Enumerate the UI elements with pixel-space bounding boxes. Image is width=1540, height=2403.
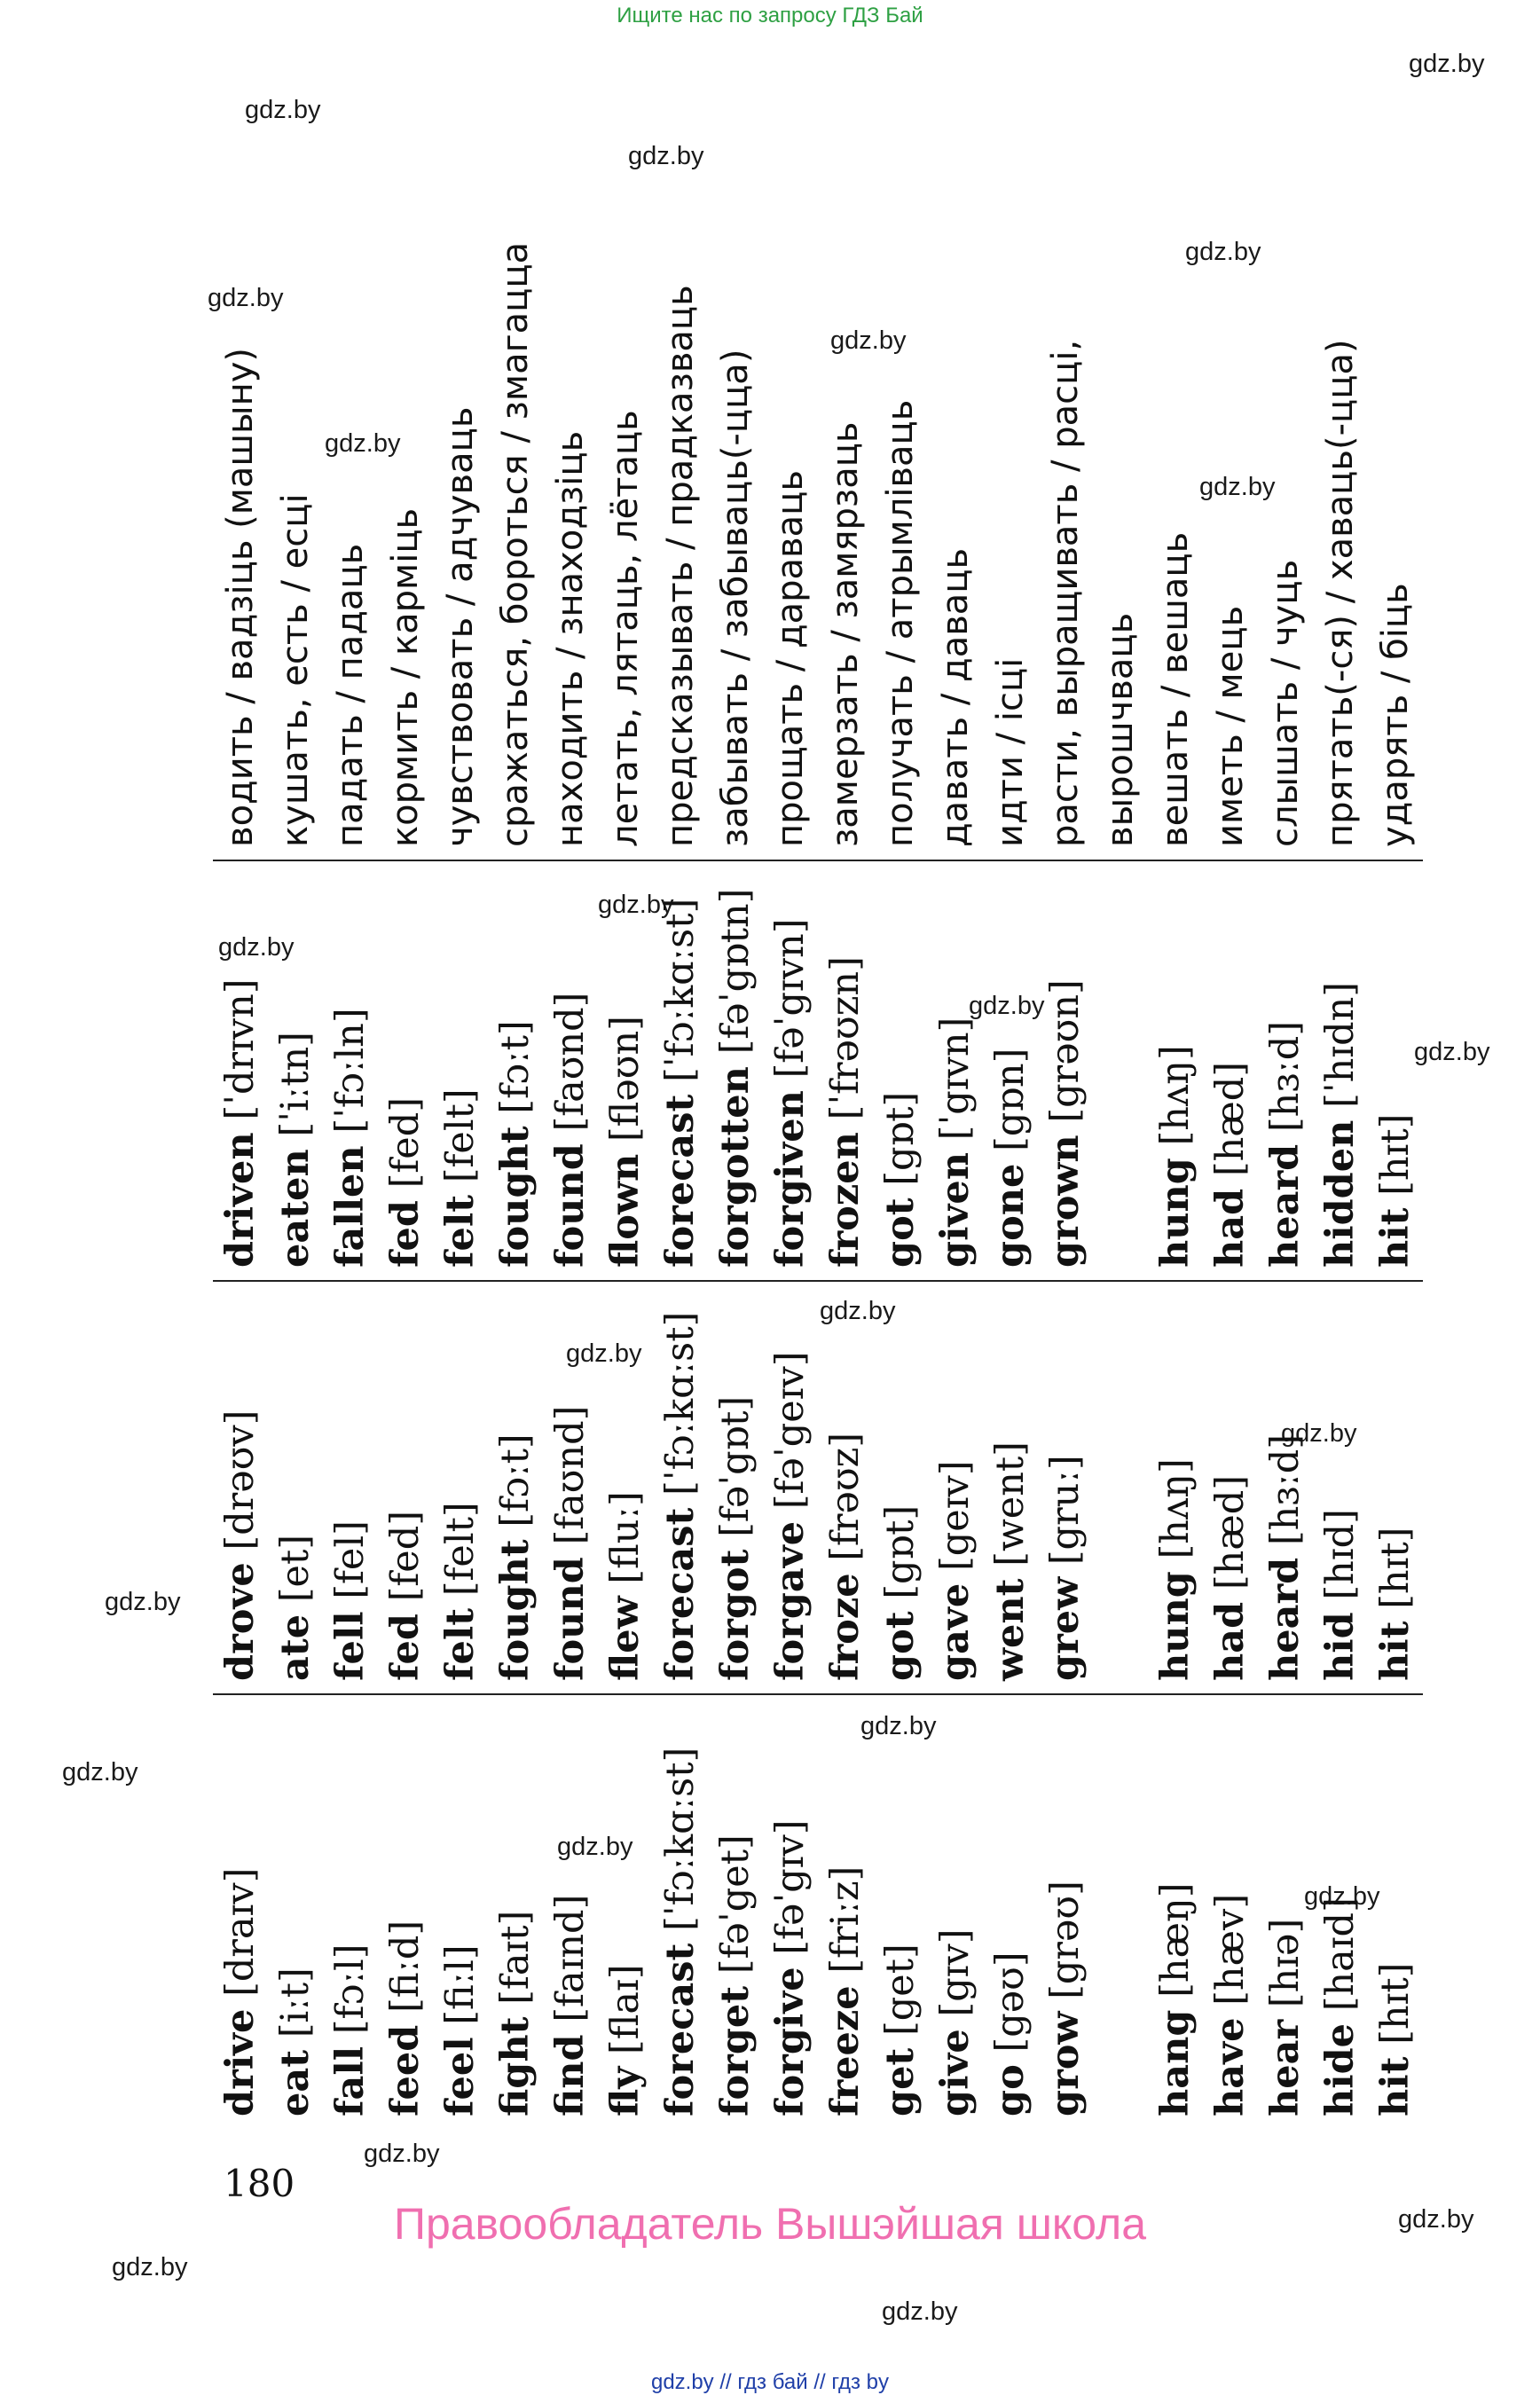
translation-cell: ударять / біць [1368,167,1423,860]
base-form-cell [818,1694,873,2129]
verb-word: eat [273,2049,318,2116]
transcription: [fɔːt] [493,1433,538,1527]
transcription: [hɜːd] [1263,1020,1308,1133]
translation-cell: получать / атрымліваць [873,167,928,860]
past-participle-cell [818,860,873,1281]
verb-word: forecast [658,1507,703,1681]
watermark: gdz.by [105,1588,181,1616]
transcription: [fluː] [603,1491,648,1584]
translation-cell: водить / вадзіць (машыну) [213,167,268,860]
transcription: [hɪd] [1318,1509,1363,1600]
watermark: gdz.by [1199,473,1276,501]
transcription: [frəʊz] [823,1432,868,1561]
transcription: [gɒn] [988,1048,1033,1151]
base-form-cell [433,1694,488,2129]
translation-cell: забывать / забываць(-цца) [708,167,763,860]
verb-row [1038,167,1148,2129]
verb-word: hung [1153,1571,1198,1681]
transcription: [hʌŋ] [1153,1458,1198,1559]
past-participle-cell [378,860,433,1281]
top-banner: Ищите нас по запросу ГДЗ Бай [617,4,923,27]
verb-word: hide [1318,2022,1363,2116]
base-form-cell [1148,1694,1203,2129]
verb-word: hit [1373,1207,1418,1268]
verb-row [708,167,763,2129]
transcription: [et] [273,1534,318,1603]
transcription: [hɪt] [1373,1962,1418,2045]
translation-cell: прощать / дараваць [763,167,818,860]
transcription: [faɪt] [493,1910,538,2005]
verb-row [323,167,378,2129]
transcription: [fəˈgɒt] [713,1395,758,1537]
base-form-cell [1038,1694,1148,2129]
transcription: [flaɪ] [603,1964,648,2055]
base-form-cell [268,1694,323,2129]
verb-word: fed [383,1614,428,1681]
transcription: [hæv] [1208,1893,1253,2006]
base-form-cell [763,1694,818,2129]
transcription: [ˈfɔːkɑːst] [658,898,703,1083]
past-participle-cell [708,860,763,1281]
transcription: [ˈfɔːkɑːst] [658,1747,703,1932]
base-form-cell [323,1694,378,2129]
past-participle-cell [1038,860,1148,1281]
verb-word: gone [988,1163,1033,1268]
past-participle-cell [928,860,983,1281]
verb-row [928,167,983,2129]
transcription: [hæd] [1208,1061,1253,1177]
transcription: [gəʊ] [988,1951,1033,2053]
transcription: [grəʊ] [1043,1881,1088,1999]
past-participle-cell [1258,860,1313,1281]
past-simple-cell [653,1281,708,1694]
translation-cell: кушать, есть / есці [268,167,323,860]
transcription: [felt] [438,1502,483,1597]
verb-word: flew [603,1596,648,1681]
verb-word: hit [1373,1621,1418,1681]
translation-cell: иметь / мець [1203,167,1258,860]
past-simple-cell [708,1281,763,1694]
transcription: [draɪv] [218,1867,263,1997]
watermark: gdz.by [1185,238,1261,266]
verb-word: grown [1043,1135,1088,1268]
verb-word: forecast [658,1943,703,2116]
base-form-cell [543,1694,598,2129]
verb-row [818,167,873,2129]
verb-row [1258,167,1313,2129]
verb-row [1368,167,1423,2129]
watermark: gdz.by [112,2253,188,2281]
past-simple-cell [378,1281,433,1694]
bottom-links: gdz.by // гдз бай // гдз by [650,2370,890,2394]
transcription: [hɜːd] [1263,1433,1308,1546]
transcription: [went] [988,1441,1033,1567]
past-simple-cell [213,1281,268,1694]
past-simple-cell [323,1281,378,1694]
past-participle-cell [598,860,653,1281]
past-participle-cell [543,860,598,1281]
transcription: [faʊnd] [548,992,593,1132]
verb-word: go [988,2064,1033,2116]
watermark: gdz.by [628,142,704,170]
past-simple-cell [818,1281,873,1694]
verb-row [1148,167,1203,2129]
watermark: gdz.by [1304,1882,1380,1911]
transcription: [gruː] [1043,1455,1088,1566]
transcription: [fəˈgɒtn] [713,888,758,1055]
past-simple-cell [928,1281,983,1694]
verb-word: fed [383,1200,428,1268]
base-form-cell [708,1694,763,2129]
verb-word: feel [438,2037,483,2116]
transcription: [fəˈgɪvn] [768,918,813,1079]
watermark: gdz.by [245,96,321,124]
verb-word: get [878,2047,923,2116]
base-form-cell [983,1694,1038,2129]
past-simple-cell [598,1281,653,1694]
verb-word: freeze [823,1985,868,2116]
past-simple-cell [873,1281,928,1694]
past-participle-cell [873,860,928,1281]
past-simple-cell [1038,1281,1148,1694]
base-form-cell [1203,1694,1258,2129]
verb-row [763,167,818,2129]
past-participle-cell [1313,860,1368,1281]
verb-word: heard [1263,1557,1308,1681]
watermark: gdz.by [820,1297,896,1325]
transcription: [fəˈgeɪv] [768,1351,813,1510]
past-simple-cell [1203,1281,1258,1694]
verb-word: frozen [823,1132,868,1268]
verb-word: hang [1153,2009,1198,2116]
past-simple-cell [543,1281,598,1694]
verb-word: hit [1373,2056,1418,2116]
verb-word: fought [493,1126,538,1268]
verb-word: forgive [768,1967,813,2116]
verb-word: forgave [768,1520,813,1681]
transcription: [fəˈgɪv] [768,1819,813,1955]
verb-row [653,167,708,2129]
verb-word: driven [218,1132,263,1268]
verb-row [433,167,488,2129]
watermark: gdz.by [218,933,295,962]
translation-cell: предсказывать / прадказваць [653,167,708,860]
verb-word: hung [1153,1158,1198,1268]
base-form-cell [873,1694,928,2129]
verb-word: find [548,2034,593,2116]
transcription: [faɪnd] [548,1894,593,2022]
transcription: [ˈfɔːln] [328,1008,373,1134]
past-participle-cell [488,860,543,1281]
verb-word: forgot [713,1549,758,1681]
verb-word: forgotten [713,1066,758,1268]
verb-word: give [933,2029,978,2116]
verb-word: got [878,1198,923,1268]
transcription: [haɪd] [1318,1897,1363,2012]
watermark: gdz.by [364,2140,440,2168]
transcription: [fləʊn] [603,1016,648,1143]
watermark: gdz.by [1409,50,1485,78]
transcription: [hɪə] [1263,1918,1308,2008]
verb-row [598,167,653,2129]
transcription: [iːt] [273,1967,318,2038]
verb-word: given [933,1151,978,1268]
base-form-cell [1258,1694,1313,2129]
past-simple-cell [433,1281,488,1694]
watermark: gdz.by [1398,2205,1474,2234]
watermark: gdz.by [557,1833,633,1861]
past-simple-cell [1258,1281,1313,1694]
verb-row [488,167,543,2129]
transcription: [fəˈget] [713,1834,758,1975]
watermark: gdz.by [830,326,907,355]
transcription: [geɪv] [933,1460,978,1572]
verb-word: drive [218,2008,263,2116]
past-participle-cell [653,860,708,1281]
verb-word: got [878,1611,923,1681]
verb-word: hid [1318,1612,1363,1681]
past-simple-cell [983,1281,1038,1694]
verb-row [1203,167,1258,2129]
verb-word: forecast [658,1094,703,1268]
past-participle-cell [1203,860,1258,1281]
verb-word: fly [603,2066,648,2116]
past-participle-cell [213,860,268,1281]
verb-word: felt [438,1194,483,1268]
verb-word: forgiven [768,1090,813,1268]
transcription: [fed] [383,1096,428,1189]
verb-word: hidden [1318,1119,1363,1268]
verb-word: fell [328,1611,373,1681]
transcription: [ˈgɪvn] [933,1017,978,1141]
past-participle-cell [323,860,378,1281]
verb-row [983,167,1038,2129]
transcription: [ˈfɔːkɑːst] [658,1311,703,1496]
verb-word: heard [1263,1143,1308,1268]
translation-cell: расти, выращивать / расці, вырошчваць [1038,167,1148,860]
verb-word: froze [823,1573,868,1681]
page-number: 180 [224,2162,295,2205]
past-participle-cell [1148,860,1203,1281]
transcription: [fɔːl] [328,1944,373,2035]
past-participle-cell [433,860,488,1281]
past-participle-cell [1368,860,1423,1281]
verb-word: had [1208,1188,1253,1268]
translation-cell: летать, лятаць, лётаць [598,167,653,860]
verb-word: fallen [328,1145,373,1268]
verb-word: fight [493,2016,538,2116]
transcription: [gɒt] [878,1504,923,1599]
translation-cell: сражаться, бороться / змагацца [488,167,543,860]
past-participle-cell [983,860,1038,1281]
transcription: [felt] [438,1088,483,1183]
translation-cell: вешать / вешаць [1148,167,1203,860]
verb-row [268,167,323,2129]
verb-word: eaten [273,1149,318,1268]
verb-word: felt [438,1607,483,1681]
translation-cell: замерзать / замярзаць [818,167,873,860]
translation-cell: идти / ісці [983,167,1038,860]
transcription: [hɪt] [1373,1527,1418,1609]
past-simple-cell [1313,1281,1368,1694]
irregular-verbs-table [213,222,1418,2129]
past-simple-cell [268,1281,323,1694]
past-simple-cell [1148,1281,1203,1694]
verb-word: flown [603,1153,648,1268]
verb-row [378,167,433,2129]
base-form-cell [213,1694,268,2129]
watermark: gdz.by [882,2297,958,2326]
transcription: [ˈfrəʊzn] [823,956,868,1120]
watermark: gdz.by [325,429,401,458]
translation-cell: кормить / карміць [378,167,433,860]
verb-word: fought [493,1539,538,1681]
base-form-cell [1313,1694,1368,2129]
verb-word: drove [218,1562,263,1681]
transcription: [fiːl] [438,1944,483,2025]
transcription: [fed] [383,1510,428,1602]
base-form-cell [378,1694,433,2129]
verb-word: hear [1263,2019,1308,2116]
past-simple-cell [763,1281,818,1694]
base-form-cell [598,1694,653,2129]
transcription: [gɪv] [933,1928,978,2017]
watermark: gdz.by [860,1712,937,1740]
base-form-cell [653,1694,708,2129]
verb-row [213,167,268,2129]
verb-word: fall [328,2046,373,2116]
verb-word: gave [933,1582,978,1681]
watermark: gdz.by [969,992,1045,1020]
watermark: gdz.by [566,1339,642,1368]
transcription: [fɔːt] [493,1020,538,1114]
verb-row [543,167,598,2129]
verb-row [1313,167,1368,2129]
past-participle-cell [763,860,818,1281]
transcription: [gɒt] [878,1091,923,1186]
transcription: [fel] [328,1520,373,1599]
copyright-notice: Правообладатель Вышэйшая школа [394,2199,1146,2249]
transcription: [friːz] [823,1865,868,1974]
translation-cell: чувствовать / адчуваць [433,167,488,860]
transcription: [hæŋ] [1153,1882,1198,1998]
base-form-cell [488,1694,543,2129]
watermark: gdz.by [598,891,674,919]
verb-word: went [988,1578,1033,1681]
watermark: gdz.by [1281,1419,1357,1448]
past-participle-cell [268,860,323,1281]
transcription: [ˈdrɪvn] [218,978,263,1120]
translation-cell: находить / знаходзіць [543,167,598,860]
past-simple-cell [1368,1281,1423,1694]
translation-cell: прятать(-ся) / хаваць(-цца) [1313,167,1368,860]
verb-word: grew [1043,1576,1088,1681]
watermark: gdz.by [208,284,284,312]
watermark: gdz.by [62,1758,138,1787]
transcription: [grəʊn] [1043,979,1088,1123]
past-simple-cell [488,1281,543,1694]
transcription: [hɪt] [1373,1113,1418,1196]
verb-word: feed [383,2024,428,2116]
transcription: [ˈhɪdn] [1318,981,1363,1108]
verb-word: had [1208,1601,1253,1681]
translation-cell: давать / даваць [928,167,983,860]
transcription: [faʊnd] [548,1405,593,1545]
verb-word: found [548,1557,593,1681]
transcription: [hæd] [1208,1474,1253,1590]
transcription: [ˈiːtn] [273,1032,318,1137]
watermark: gdz.by [1414,1038,1490,1066]
verb-row [873,167,928,2129]
verb-word: found [548,1143,593,1268]
base-form-cell [1368,1694,1423,2129]
base-form-cell [928,1694,983,2129]
transcription: [hʌŋ] [1153,1045,1198,1146]
transcription: [fiːd] [383,1920,428,2014]
transcription: [get] [878,1944,923,2037]
verb-word: ate [273,1614,318,1681]
verb-word: grow [1043,2011,1088,2116]
translation-cell: падать / падаць [323,167,378,860]
verb-word: forget [713,1985,758,2116]
translation-cell: слышать / чуць [1258,167,1313,860]
verb-word: have [1208,2017,1253,2116]
transcription: [drəʊv] [218,1410,263,1551]
